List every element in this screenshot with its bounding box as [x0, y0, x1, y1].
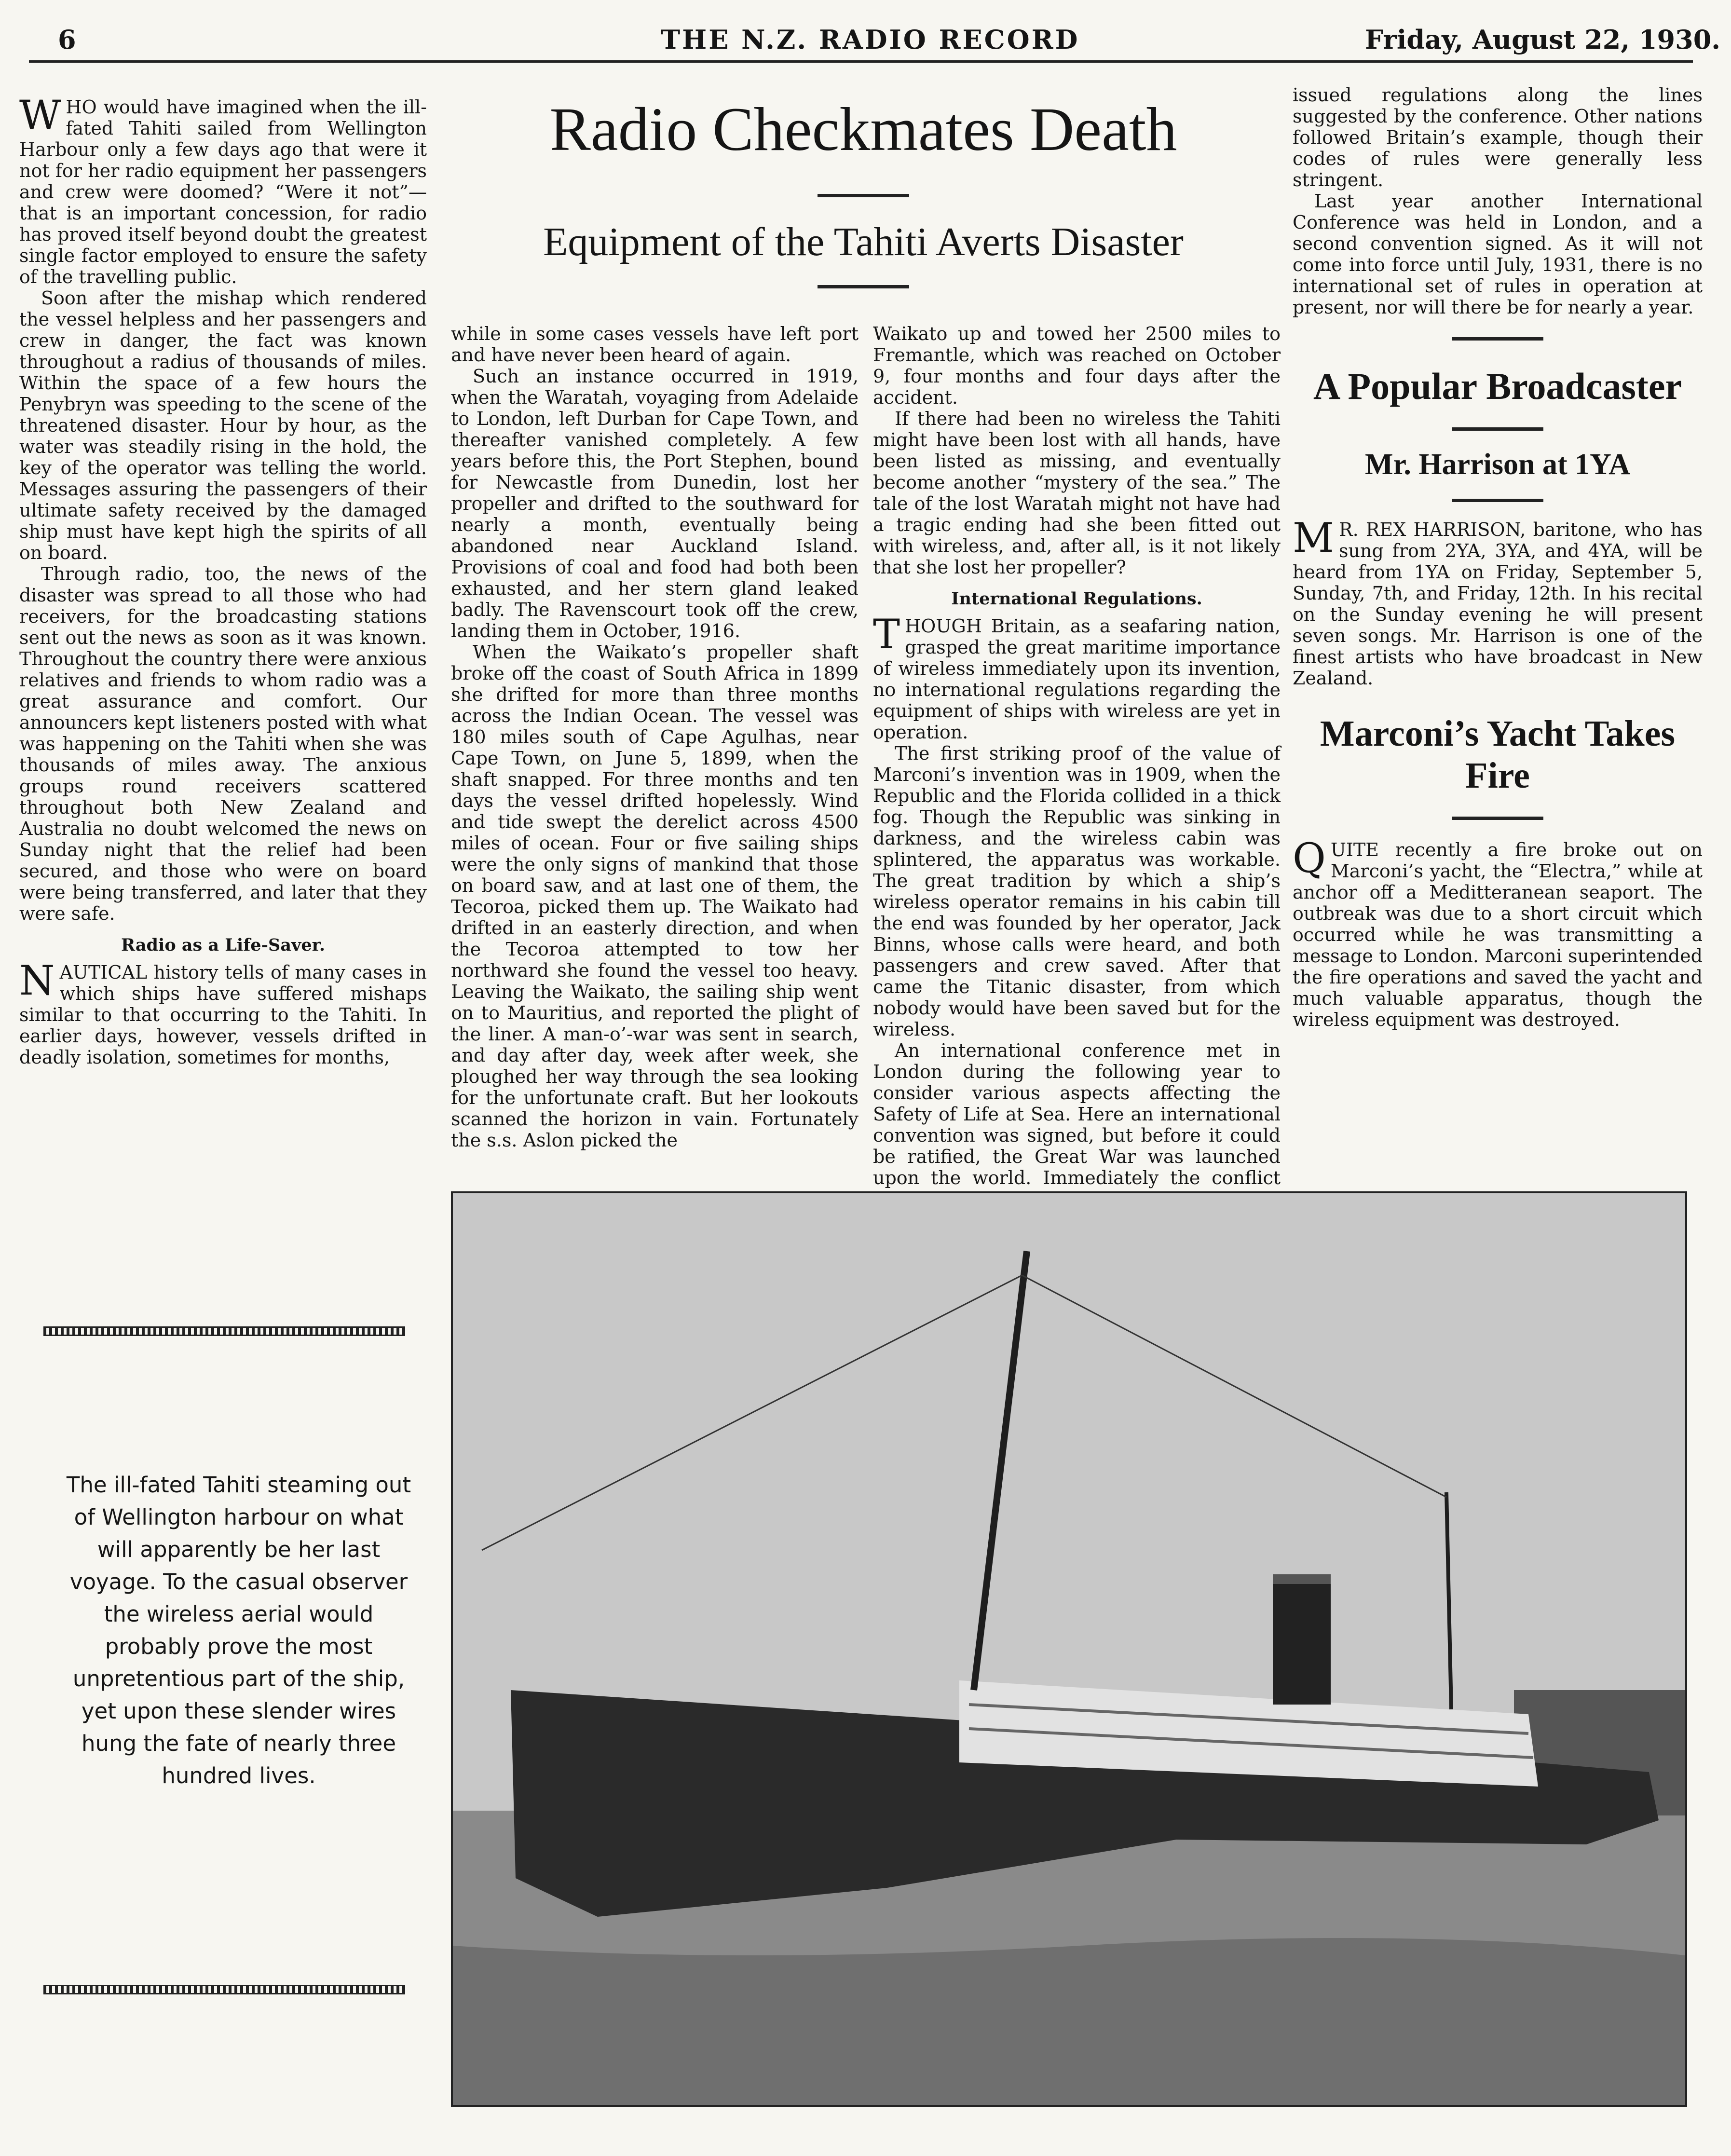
main-subheadline: Equipment of the Tahiti Averts Disaster [543, 219, 1184, 265]
paragraph: QUITE recently a fire broke out on Marconi’s yacht, the “Electra,” while at anchor off a Meditteranean seaport. The outbreak was due to a short circuit which occurred while he was transmitting a message to London. Marconi superintended the fire operations and saved the yacht and much valuable apparatus, though the wireless equipment was destroyed. [1293, 834, 1703, 1030]
column-3 [873, 323, 1281, 1210]
paragraph: When the Waikato’s propeller shaft broke off the coast of South Africa in 1899 she drifted for more than three months across the Indian Ocean. The vessel was 180 miles south of Cape Agulhas, near Cape Town, on June 5, 1899, when the shaft snapped. For three months and ten days the vessel drifted hopelessly. Wind and tide swept the derelict across 4500 miles of ocean. Four or five sailing ships were the only signs of mankind that those on board saw, and at last one of them, the Tecoroa, picked them up. The Waikato had drifted in an easterly direction, and when the Tecoroa attempted to tow her northward she found the vessel too heavy. Leaving the Waikato, the sailing ship went on to Mauritius, and reported the plight of the liner. A man-o’-war was sent in search, and day after day, week after week, she ploughed her way through the sea looking for the unfortunate craft. But her lookouts scanned the horizon in vain. Fortunately the s.s. Aslon picked the [451, 641, 859, 1151]
paragraph: The first striking proof of the value of Marconi’s invention was in 1909, when the Republic and the Florida collided in a thick fog. Though the Republic was sinking in darkness, and the wireless cabin was splintered, the apparatus was workable. The great tradition by which a ship’s wireless operator remains in his cabin till the end was founded by her operator, Jack Binns, whose calls were heard, and both passengers and crew saved. After that came the Titanic disaster, from which nobody would have been saved but for the wireless. [873, 743, 1281, 1040]
column-4 [1293, 84, 1703, 1030]
photo-caption: The ill-fated Tahiti steaming out of Wellington harbour on what will apparently be her last voyage. To the casual observer the wireless aerial would probably prove the most unpretentious part of the ship, yet upon these slender wires hung the fate of nearly three hundred lives. [66, 1472, 411, 1788]
page-number: 6 [58, 24, 76, 55]
paragraph: Soon after the mishap which rendered the vessel helpless and her passengers and crew in danger, the fact was known throughout a radius of thousands of miles. Within the space of a few hours the Penybryn was speeding to the scene of the threatened disaster. Hour by hour, as the water was steadily rising in the hold, the key of the operator was telling the world. Messages assuring the passengers of their ultimate safety received by the damaged ship must have kept high the spirits of all on board. [19, 287, 427, 563]
subhead-regulations: International Regulations. [951, 589, 1202, 609]
paragraph: THOUGH Britain, as a seafaring nation, grasped the great maritime importance of wireless immediately upon its invention, no international regulations regarding the equipment of ships with wireless are yet in operation. [873, 611, 1281, 743]
paragraph: If there had been no wireless the Tahiti might have been lost with all hands, have been listed as missing, and eventually become another “mystery of the sea.” The tale of the lost Waratah might not have had a tragic ending had she been fitted out with wireless, and, after all, is it not likely that she lost her propeller? [873, 408, 1281, 578]
paragraph: MR. REX HARRISON, baritone, who has sung from 2YA, 3YA, and 4YA, will be heard from 1YA on Friday, September 5, Sunday, 7th, and Friday, 12th. In his recital on the Sunday evening he will present seven songs. Mr. Harrison is one of the finest artists who have broadcast in New Zealand. [1293, 514, 1703, 689]
column-2 [451, 323, 859, 1151]
paragraph: Through radio, too, the news of the disaster was spread to all those who had receivers, for the broadcasting stations sent out the news as soon as it was known. Throughout the country there were anxious relatives and friends to whom radio was a great assurance and comfort. Our announcers kept listeners posted with what was happening on the Tahiti when she was thousands of miles away. The anxious groups round receivers scattered throughout both New Zealand and Australia no doubt welcomed the news on Sunday night that the relief had been secured, and those who were on board were being transferred, and later that they were safe. [19, 563, 427, 924]
caption-ornament [43, 1985, 405, 1994]
paragraph: NAUTICAL history tells of many cases in which ships have suffered mishaps similar to that occurring to the Tahiti. In earlier days, however, vessels drifted in deadly isolation, sometimes for months, [19, 957, 427, 1068]
column-1 [19, 92, 427, 1068]
header-rule [29, 60, 1693, 63]
section-rule [1452, 499, 1543, 502]
marconi-headline: Marconi’s Yacht Takes Fire [1320, 713, 1676, 796]
headline-rule [818, 194, 909, 197]
paragraph: issued regulations along the lines suggested by the conference. Other nations followed Britain’s example, though their codes of rules were generally less stringent. [1293, 84, 1703, 191]
tahiti-photo [451, 1191, 1687, 2107]
section-rule [1452, 337, 1543, 341]
main-headline: Radio Checkmates Death [549, 95, 1177, 164]
subhead-life-saver: Radio as a Life-Saver. [121, 935, 326, 955]
ship-illustration [453, 1193, 1685, 2105]
paragraph: An international conference met in London during the following year to consider various aspects affecting the Safety of Life at Sea. Here an international convention was signed, but before it could be ratified, the Great War was launched upon the world. Immediately the conflict [873, 1040, 1281, 1188]
headline-rule [818, 285, 909, 288]
masthead: THE N.Z. RADIO RECORD [661, 24, 1080, 55]
section-rule [1452, 427, 1543, 431]
broadcaster-headline: A Popular Broadcaster [1313, 365, 1682, 407]
paragraph: Such an instance occurred in 1919, when the Waratah, voyaging from Adelaide to London, left Durban for Cape Town, and thereafter vanished completely. A few years before this, the Port Stephen, bound for Newcastle from Dunedin, lost her propeller and drifted to the southward for nearly a month, eventually being abandoned near Auckland Island. Provisions of coal and food had both been exhausted, and her stern gland leaked badly. The Ravenscourt took off the crew, landing them in October, 1916. [451, 366, 859, 641]
main-headline-block [436, 94, 1290, 288]
broadcaster-subheadline: Mr. Harrison at 1YA [1365, 448, 1630, 481]
paragraph: Last year another International Conference was held in London, and a second convention signed. As it will not come into force until July, 1931, there is no international set of rules in operation at present, nor will there be for nearly a year. [1293, 191, 1703, 318]
paragraph: WHO would have imagined when the ill-fated Tahiti sailed from Wellington Harbour only a few days ago that were it not for her radio equipment her passengers and crew were doomed? “Were it not”—that is an important concession, for radio has proved itself beyond doubt the greatest single factor employed to ensure the safety of the travelling public. [19, 92, 427, 287]
issue-date: Friday, August 22, 1930. [1365, 24, 1721, 55]
section-rule [1452, 817, 1543, 820]
paragraph: while in some cases vessels have left port and have never been heard of again. [451, 323, 859, 366]
caption-ornament [43, 1326, 405, 1336]
paragraph: Waikato up and towed her 2500 miles to Fremantle, which was reached on October 9, four months and four days after the accident. [873, 323, 1281, 408]
